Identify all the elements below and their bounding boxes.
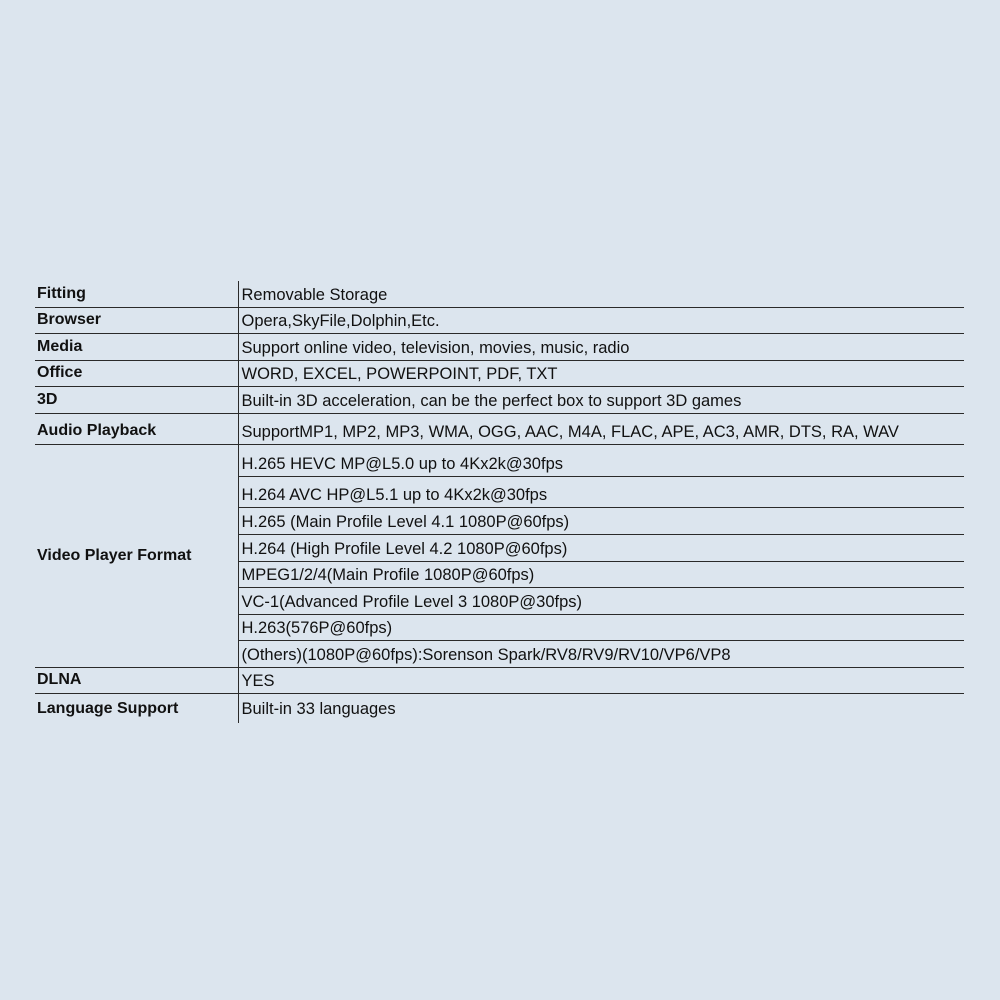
spec-value-video-format-8: (Others)(1080P@60fps):Sorenson Spark/RV8/RV9/RV10/VP6/VP8 (238, 640, 964, 667)
table-row (35, 281, 964, 307)
spec-value-video-format-7: H.263(576P@60fps) (238, 614, 964, 640)
table-row (35, 360, 964, 386)
table-row (35, 413, 964, 444)
spec-value-browser: Opera,SkyFile,Dolphin,Etc. (238, 307, 964, 333)
spec-value-video-format-1: H.265 HEVC MP@L5.0 up to 4Kx2k@30fps (238, 444, 964, 476)
spec-value-3d: Built-in 3D acceleration, can be the perfect box to support 3D games (238, 386, 964, 413)
spec-label-fitting: Fitting (35, 281, 238, 307)
spec-label-video-player-format: Video Player Format (35, 444, 238, 667)
spec-table (35, 281, 964, 723)
spec-label-dlna: DLNA (35, 667, 238, 693)
spec-value-video-format-6: VC-1(Advanced Profile Level 3 1080P@30fps) (238, 587, 964, 614)
table-row (35, 667, 964, 693)
spec-label-audio-playback: Audio Playback (35, 413, 238, 444)
spec-value-video-format-4: H.264 (High Profile Level 4.2 1080P@60fps) (238, 534, 964, 561)
spec-value-office: WORD, EXCEL, POWERPOINT, PDF, TXT (238, 360, 964, 386)
spec-label-3d: 3D (35, 386, 238, 413)
spec-label-browser: Browser (35, 307, 238, 333)
spec-label-language-support: Language Support (37, 699, 179, 717)
spec-table-body (35, 281, 964, 723)
table-row (35, 693, 964, 723)
spec-value-video-format-2: H.264 AVC HP@L5.1 up to 4Kx2k@30fps (238, 476, 964, 507)
spec-value-video-format-3: H.265 (Main Profile Level 4.1 1080P@60fps) (238, 507, 964, 534)
table-row (35, 386, 964, 413)
spec-value-language-support: Built-in 33 languages (238, 693, 964, 723)
table-row (35, 444, 964, 476)
spec-value-media: Support online video, television, movies, music, radio (238, 333, 964, 360)
spec-label-office: Office (35, 360, 238, 386)
spec-value-dlna: YES (238, 667, 964, 693)
table-row (35, 333, 964, 360)
spec-value-audio-playback: SupportMP1, MP2, MP3, WMA, OGG, AAC, M4A, FLAC, APE, AC3, AMR, DTS, RA, WAV (238, 413, 964, 444)
spec-label-media: Media (35, 333, 238, 360)
table-row (35, 307, 964, 333)
spec-value-fitting: Removable Storage (238, 281, 964, 307)
spec-value-video-format-5: MPEG1/2/4(Main Profile 1080P@60fps) (238, 561, 964, 587)
